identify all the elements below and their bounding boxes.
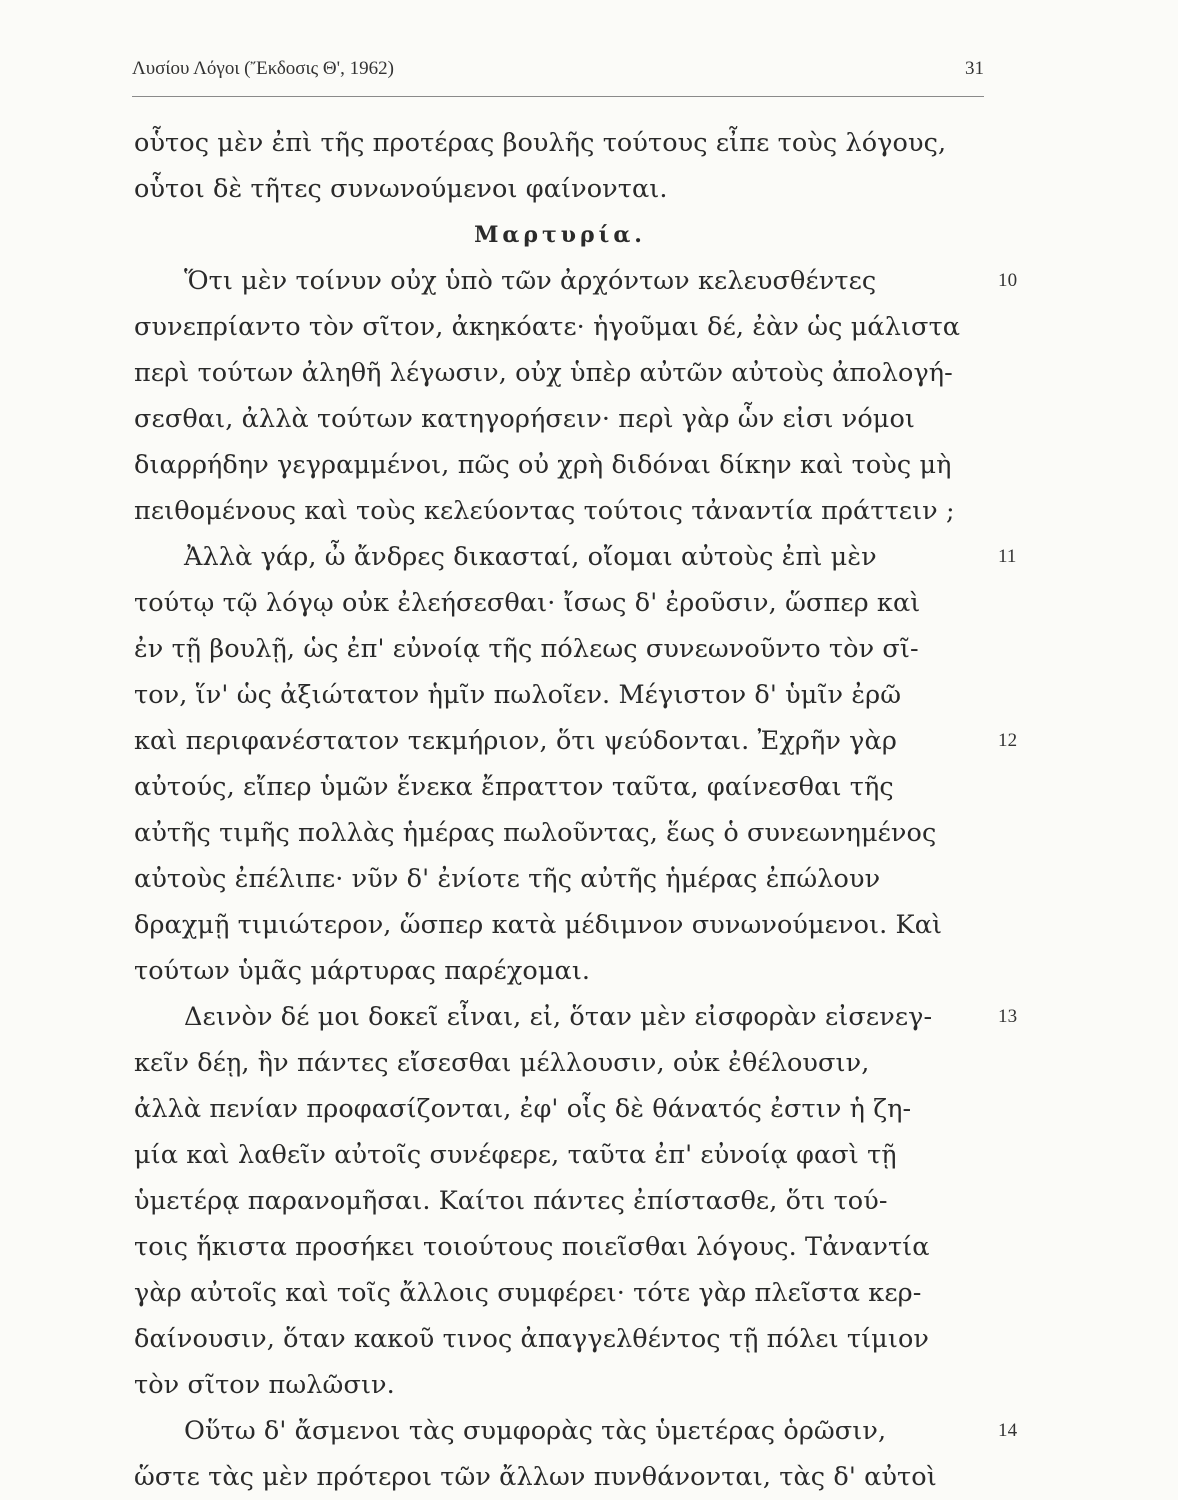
line-text: τούτων ὑμᾶς μάρτυρας παρέχομαι.: [134, 956, 591, 986]
line-text: αὐτοὺς ἐπέλιπε· νῦν δ' ἐνίοτε τῆς αὐτῆς ἡμέρας ἐπώλουν: [134, 864, 881, 894]
line-text: αὐτούς, εἴπερ ὑμῶν ἕνεκα ἔπραττον ταῦτα, φαίνεσθαι τῆς: [134, 772, 894, 802]
text-line: [134, 304, 986, 350]
text-line: [134, 1362, 986, 1408]
section-number: 13: [998, 1006, 1018, 1027]
section-number: 11: [998, 546, 1017, 567]
line-text: συνεπρίαντο τὸν σῖτον, ἀκηκόατε· ἡγοῦμαι δέ, ἐὰν ὡς μάλιστα: [134, 312, 961, 342]
line-text: Μαρτυρία.: [474, 222, 646, 248]
line-text: καὶ περιφανέστατον τεκμήριον, ὅτι ψεύδονται. Ἐχρῆν γὰρ: [134, 726, 897, 756]
line-text: περὶ τούτων ἀληθῆ λέγωσιν, οὐχ ὑπὲρ αὐτῶν αὐτοὺς ἀπολογή-: [134, 358, 953, 388]
line-text: ἀλλὰ πενίαν προφασίζονται, ἐφ' οἷς δὲ θάνατός ἐστιν ἡ ζη-: [134, 1094, 912, 1124]
line-text: τὸν σῖτον πωλῶσιν.: [134, 1370, 395, 1400]
line-text: μία καὶ λαθεῖν αὐτοῖς συνέφερε, ταῦτα ἐπ' εὐνοίᾳ φασὶ τῇ: [134, 1140, 897, 1170]
section-heading: [134, 212, 986, 258]
line-text: αὐτῆς τιμῆς πολλὰς ἡμέρας πωλοῦντας, ἕως ὁ συνεωνημένος: [134, 818, 937, 848]
page-number: 31: [965, 58, 984, 79]
line-text: τούτῳ τῷ λόγῳ οὐκ ἐλεήσεσθαι· ἴσως δ' ἐροῦσιν, ὥσπερ καὶ: [134, 588, 921, 618]
section-number: 14: [998, 1420, 1018, 1441]
text-body: [134, 120, 1018, 1500]
line-text: Ὅτι μὲν τοίνυν οὐχ ὑπὸ τῶν ἀρχόντων κελευσθέντες: [184, 266, 877, 296]
text-line: [134, 718, 1018, 764]
text-line: [134, 1040, 986, 1086]
text-line: [134, 258, 1018, 304]
line-text: ὑμετέρᾳ παρανομῆσαι. Καίτοι πάντες ἐπίστασθε, ὅτι τού-: [134, 1186, 888, 1216]
text-line: [134, 1132, 986, 1178]
text-line: [134, 1408, 1018, 1454]
line-text: διαρρήδην γεγραμμένοι, πῶς οὐ χρὴ διδόναι δίκην καὶ τοὺς μὴ: [134, 450, 952, 480]
text-line: [134, 580, 986, 626]
line-text: οὗτοι δὲ τῆτες συνωνούμενοι φαίνονται.: [134, 174, 668, 204]
running-title: Λυσίου Λόγοι (Ἔκδοσις Θ', 1962): [132, 58, 394, 79]
text-line: [134, 856, 986, 902]
line-text: κεῖν δέῃ, ἣν πάντες εἴσεσθαι μέλλουσιν, οὐκ ἐθέλουσιν,: [134, 1048, 870, 1078]
text-line: [134, 1224, 986, 1270]
text-line: [134, 120, 986, 166]
text-line: [134, 488, 986, 534]
header-rule: [132, 96, 984, 97]
text-line: [134, 166, 986, 212]
text-line: [134, 1316, 986, 1362]
line-text: οὗτος μὲν ἐπὶ τῆς προτέρας βουλῆς τούτους εἶπε τοὺς λόγους,: [134, 128, 947, 158]
line-text: σεσθαι, ἀλλὰ τούτων κατηγορήσειν· περὶ γὰρ ὧν εἰσι νόμοι: [134, 404, 915, 434]
text-line: [134, 764, 986, 810]
page-header: [132, 58, 984, 80]
text-line: [134, 1178, 986, 1224]
section-number: 12: [998, 730, 1018, 751]
text-line: [134, 534, 1017, 580]
line-text: τον, ἵν' ὡς ἀξιώτατον ἡμῖν πωλοῖεν. Μέγιστον δ' ὑμῖν ἐρῶ: [134, 680, 902, 710]
text-line: [134, 626, 986, 672]
text-line: [134, 350, 986, 396]
text-line: [134, 1454, 986, 1500]
line-text: τοις ἥκιστα προσήκει τοιούτους ποιεῖσθαι λόγους. Τἀναντία: [134, 1232, 930, 1262]
line-text: Οὕτω δ' ἄσμενοι τὰς συμφορὰς τὰς ὑμετέρας ὁρῶσιν,: [184, 1416, 887, 1446]
text-line: [134, 1270, 986, 1316]
line-text: Δεινὸν δέ μοι δοκεῖ εἶναι, εἰ, ὅταν μὲν εἰσφορὰν εἰσενεγ-: [184, 1002, 933, 1032]
text-line: [134, 948, 986, 994]
line-text: δαίνουσιν, ὅταν κακοῦ τινος ἀπαγγελθέντος τῇ πόλει τίμιον: [134, 1324, 930, 1354]
text-line: [134, 810, 986, 856]
text-line: [134, 396, 986, 442]
section-number: 10: [998, 270, 1018, 291]
text-line: [134, 672, 986, 718]
text-line: [134, 1086, 986, 1132]
line-text: γὰρ αὐτοῖς καὶ τοῖς ἄλλοις συμφέρει· τότε γὰρ πλεῖστα κερ-: [134, 1278, 922, 1308]
line-text: πειθομένους καὶ τοὺς κελεύοντας τούτοις τἀναντία πράττειν ;: [134, 496, 955, 526]
line-text: ὥστε τὰς μὲν πρότεροι τῶν ἄλλων πυνθάνονται, τὰς δ' αὐτοὶ: [134, 1462, 937, 1492]
line-text: ἐν τῇ βουλῇ, ὡς ἐπ' εὐνοίᾳ τῆς πόλεως συνεωνοῦντο τὸν σῖ-: [134, 634, 919, 664]
text-line: [134, 442, 986, 488]
text-line: [134, 994, 1018, 1040]
line-text: Ἀλλὰ γάρ, ὦ ἄνδρες δικασταί, οἴομαι αὐτοὺς ἐπὶ μὲν: [184, 542, 877, 572]
line-text: δραχμῇ τιμιώτερον, ὥσπερ κατὰ μέδιμνον συνωνούμενοι. Καὶ: [134, 910, 943, 940]
text-line: [134, 902, 986, 948]
